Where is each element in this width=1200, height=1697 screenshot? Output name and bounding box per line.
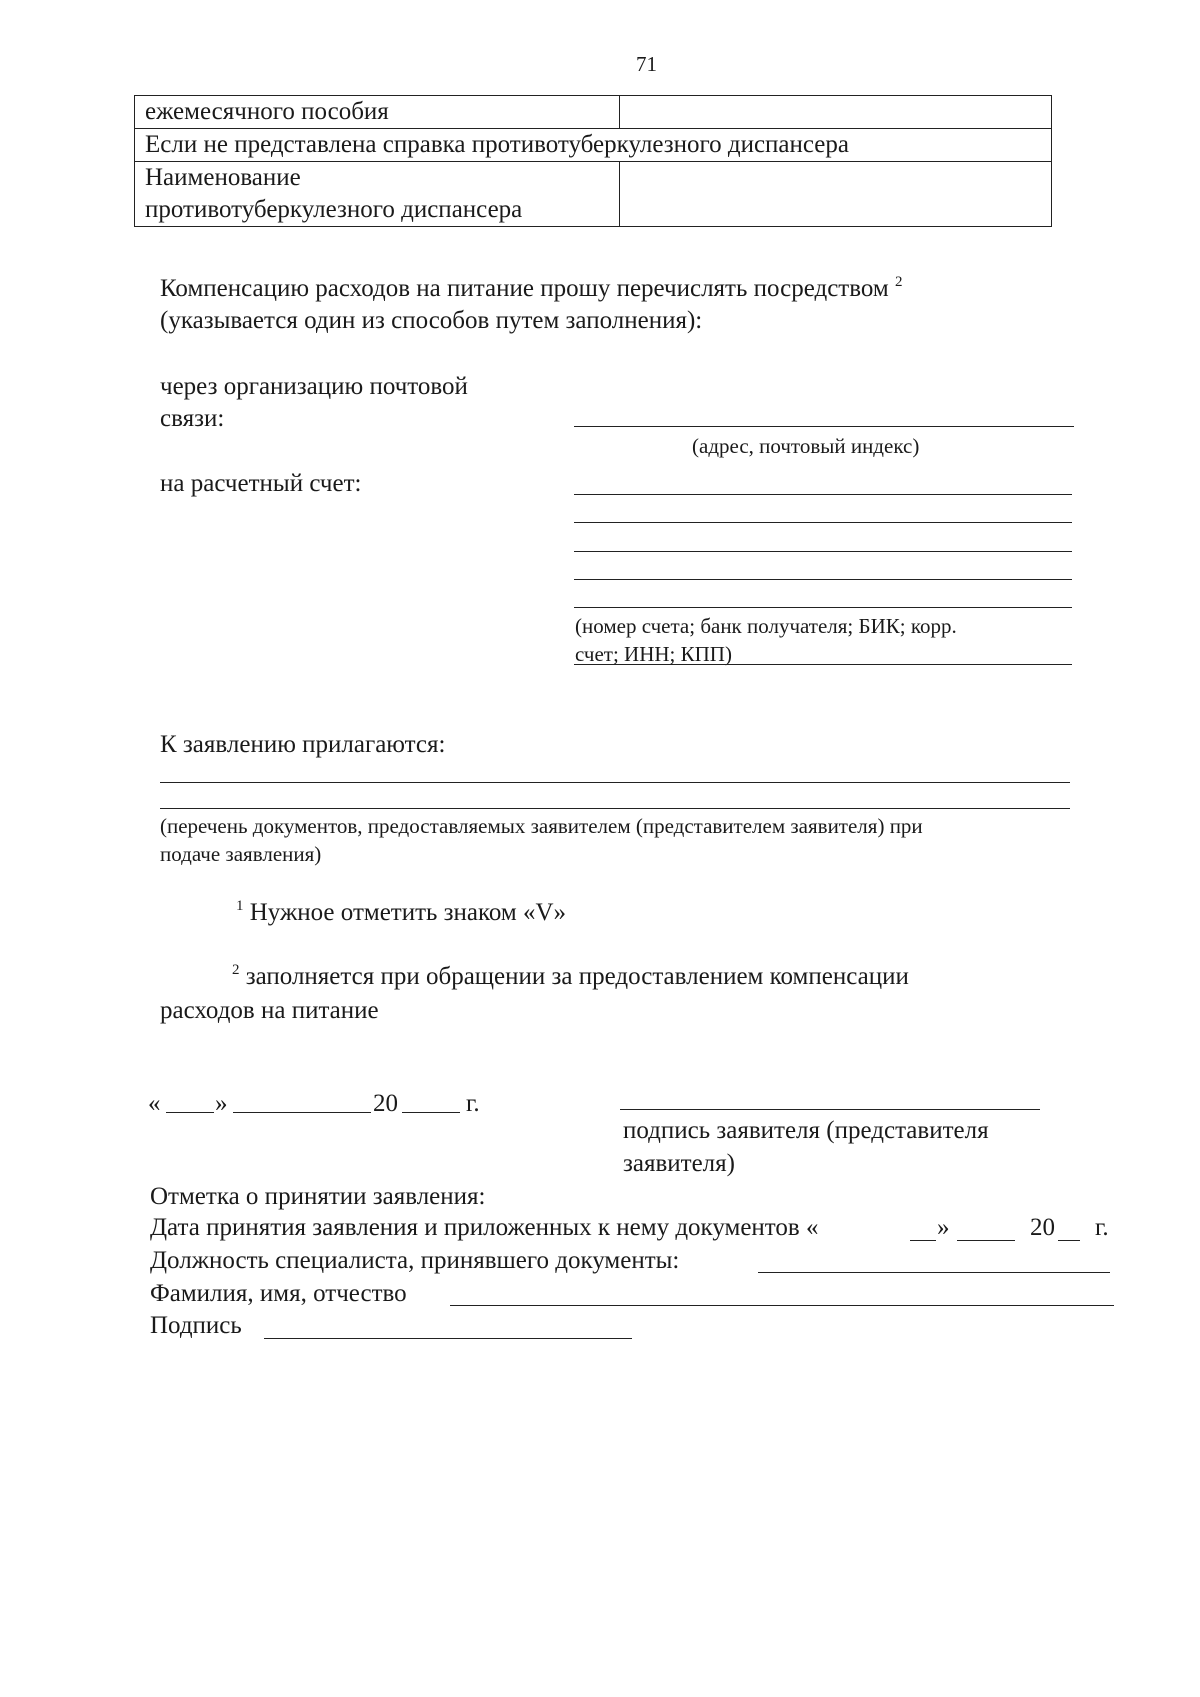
table-cell-label: ежемесячного пособия: [135, 96, 620, 129]
compensation-line1: [160, 272, 902, 305]
table-cell-line: Наименование: [145, 164, 301, 191]
acceptance-date-close: »: [937, 1214, 950, 1241]
acceptance-title: Отметка о принятии заявления:: [150, 1183, 486, 1210]
table-cell-value: [620, 162, 1052, 227]
acceptance-name-label: Фамилия, имя, отчество: [150, 1280, 407, 1307]
account-caption-underline: [574, 664, 1072, 665]
info-table: [134, 95, 1052, 227]
acceptance-signature-field[interactable]: [264, 1338, 632, 1339]
account-field-line[interactable]: [574, 579, 1072, 580]
acceptance-year-prefix: 20: [1030, 1214, 1055, 1241]
footnote-text: Нужное отметить знаком «V»: [249, 899, 567, 926]
table-row: [135, 162, 1052, 227]
postal-label-line2: связи:: [160, 405, 225, 432]
date-year-prefix: 20: [373, 1090, 398, 1117]
acceptance-position-field[interactable]: [758, 1272, 1110, 1273]
postal-address-field[interactable]: [574, 426, 1074, 427]
account-field-line[interactable]: [574, 607, 1072, 608]
attachments-field-line[interactable]: [160, 808, 1070, 809]
footnote-mark: 1: [236, 898, 244, 914]
footnote-mark: 2: [232, 962, 240, 978]
footnote-mark: 2: [894, 274, 903, 290]
signature-caption-line1: подпись заявителя (представителя: [623, 1117, 989, 1144]
applicant-signature-field[interactable]: [620, 1109, 1040, 1110]
date-open-quote: «: [148, 1090, 161, 1117]
acceptance-signature-label: Подпись: [150, 1312, 242, 1339]
footnote-text: заполняется при обращении за предоставлением компенсации: [245, 963, 909, 990]
attachments-label: К заявлению прилагаются:: [160, 731, 446, 758]
attachments-caption-line2: подаче заявления): [160, 842, 322, 866]
account-caption-line1: (номер счета; банк получателя; БИК; корр.: [575, 614, 957, 638]
table-cell-label: Если не представлена справка противотуберкулезного диспансера: [135, 129, 1052, 162]
footnote-2-line1: [232, 960, 909, 993]
compensation-text: Компенсацию расходов на питание прошу перечислять посредством: [160, 275, 889, 302]
table-cell-label: [135, 162, 620, 227]
compensation-line2: (указывается один из способов путем заполнения):: [160, 307, 703, 334]
date-year-field[interactable]: [402, 1112, 460, 1113]
acceptance-name-field[interactable]: [450, 1305, 1114, 1306]
page-number: 71: [636, 52, 657, 76]
acceptance-day-field[interactable]: [910, 1240, 936, 1241]
account-caption-line2: счет; ИНН; КПП): [575, 642, 732, 666]
postal-label-line1: через организацию почтовой: [160, 373, 468, 400]
account-field-line[interactable]: [574, 551, 1072, 552]
footnote-1: [236, 896, 566, 929]
date-close-quote: »: [215, 1090, 228, 1117]
attachments-field-line[interactable]: [160, 782, 1070, 783]
acceptance-date-label: Дата принятия заявления и приложенных к нему документов «: [150, 1214, 819, 1241]
acceptance-year-field[interactable]: [1058, 1240, 1080, 1241]
postal-caption: (адрес, почтовый индекс): [692, 434, 920, 458]
footnote-2-line2: расходов на питание: [160, 997, 379, 1024]
account-label: на расчетный счет:: [160, 470, 362, 497]
attachments-caption-line1: (перечень документов, предоставляемых заявителем (представителем заявителя) при: [160, 814, 923, 838]
acceptance-position-label: Должность специалиста, принявшего документы:: [150, 1247, 680, 1274]
table-row: [135, 129, 1052, 162]
account-field-line[interactable]: [574, 494, 1072, 495]
date-day-field[interactable]: [166, 1112, 214, 1113]
date-year-suffix: г.: [466, 1090, 480, 1117]
table-row: [135, 96, 1052, 129]
acceptance-month-field[interactable]: [957, 1240, 1015, 1241]
acceptance-year-suffix: г.: [1095, 1214, 1109, 1241]
table-cell-value: [620, 96, 1052, 129]
table-cell-line: противотуберкулезного диспансера: [145, 196, 523, 223]
signature-caption-line2: заявителя): [623, 1150, 735, 1177]
account-field-line[interactable]: [574, 522, 1072, 523]
date-month-field[interactable]: [233, 1112, 371, 1113]
